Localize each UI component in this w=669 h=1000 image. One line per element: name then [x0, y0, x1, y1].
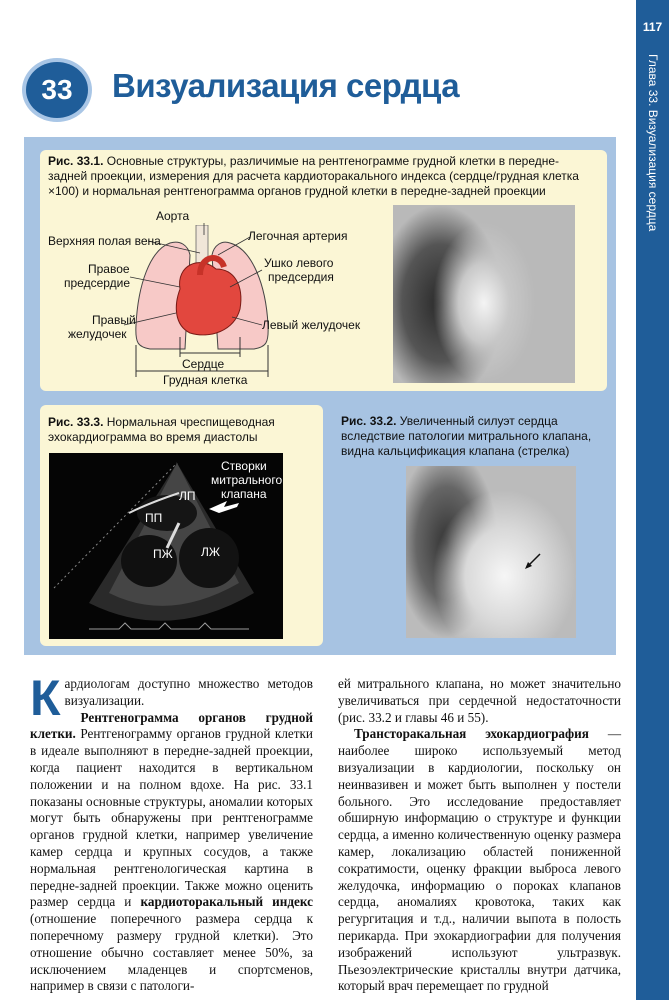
echo-paragraph — [338, 726, 621, 995]
figure-33-2-caption — [341, 414, 611, 459]
calcification-arrow-icon — [522, 552, 542, 572]
echo-label-lv: ЛЖ — [201, 545, 220, 559]
echo-label-mitral-2: митрального — [211, 473, 283, 487]
echo-label-mitral-3: клапана — [221, 487, 267, 501]
echo-label-la: ЛП — [179, 489, 196, 503]
label-right-atrium-1: Правое — [88, 262, 130, 276]
echo-heading: Трансторакальная эхокардиография — [354, 726, 589, 742]
label-heart: Сердце — [182, 357, 225, 371]
body-column-left — [30, 670, 314, 995]
label-left-ventricle: Левый желудочек — [262, 318, 361, 332]
xray-text-b: (отношение поперечного размера сердца к поперечному размеру грудной клетки). Это отношение обычно составляет менее 50%, за исключением младенцев и спортсменов, например в связи с патологи- — [30, 911, 313, 994]
chapter-title: Визуализация сердца — [112, 67, 460, 104]
normal-chest-xray-image — [393, 205, 575, 383]
echocardiogram-image — [49, 453, 283, 639]
label-svc: Верхняя полая вена — [48, 234, 161, 248]
figure-33-3-caption — [48, 415, 318, 445]
echo-label-ra: ПП — [145, 511, 163, 525]
label-left-atrial-appendage-1: Ушко левого — [264, 256, 334, 270]
xray-paragraph — [30, 710, 313, 996]
enlarged-heart-xray-image — [406, 466, 576, 638]
label-chest: Грудная клетка — [163, 373, 248, 387]
dropcap-letter: К — [30, 670, 61, 726]
xray-text-a: Рентгенограмму органов грудной клетки в идеале выполняют в передне-задней проекции, когда пациент находится в вертикальном положении и на полном вдохе. На рис. 33.1 показаны основные структуры, аномалии которых могут быть обнаружены при рентгенограмме органов грудной клетки, например увеличение камер сердца и крупных сосудов, а также нормальная рентгенологическая картина в передне-задней проекции. Также можно оценить размер сердца и — [30, 726, 313, 910]
label-right-atrium-2: предсердие — [64, 276, 131, 290]
intro-text: ардиологам доступно множество методов визуализации. — [64, 676, 313, 708]
label-pulmonary-artery: Легочная артерия — [248, 229, 348, 243]
figure-33-3-caption-text: Нормальная чреспищеводная эхокардиограмма во время диастолы — [48, 415, 275, 444]
label-right-ventricle-1: Правый — [92, 313, 136, 327]
running-head: Глава 33. Визуализация сердца — [646, 54, 660, 232]
figure-33-1-caption — [48, 154, 588, 199]
continued-paragraph: ей митрального клапана, но может значительно увеличиваться при сердечной недостаточности (рис. 33.2 и главы 46 и 55). — [338, 676, 621, 725]
ctr-term: кардиоторакальный индекс — [140, 894, 314, 910]
chapter-number-badge: 33 — [26, 62, 88, 118]
echo-label-rv: ПЖ — [153, 547, 173, 561]
figure-33-3-caption-label: Рис. 33.3. — [48, 415, 104, 429]
echo-text: — наиболее широко используемый метод визуализации в кардиологии, поскольку он неинвазивен и может быть выполнен у постели больного. Это исследование предоставляет обширную информацию о структуре и функции сердца, а именно количественную оценку размера камер, локализацию областей пониженной сократимости, оценку фракции выброса левого желудочка, информацию о пороках клапанов сердца, аномалиях кровотока, таких как регургитация и т.д., наличии выпота в полость перикарда. При эхокардиографии для получения изображений используют ультразвук. Пьезоэлектрические кристаллы внутри датчика, который врач перемещает по грудной — [338, 726, 621, 994]
echo-label-mitral-1: Створки — [221, 459, 267, 473]
figure-33-2-caption-text: Увеличенный силуэт сердца вследствие патологии митрального клапана, видна кальцификация клапана (стрелка) — [341, 414, 592, 458]
page-number: 117 — [642, 20, 663, 34]
label-left-atrial-appendage-2: предсердия — [268, 270, 334, 284]
body-column-right — [338, 676, 621, 995]
label-right-ventricle-2: желудочек — [68, 327, 127, 341]
label-aorta: Аорта — [156, 209, 190, 223]
figure-33-2-caption-label: Рис. 33.2. — [341, 414, 397, 428]
figure-33-1-caption-text: Основные структуры, различимые на рентгенограмме грудной клетки в передне-задней проекции, измерения для расчета кардиоторакального индекса (сердце/грудная клетка ×100) и нормальная рентгенограмма органов грудной клетки в передне-задней проекции — [48, 154, 579, 198]
xray-heading: Рентгенограмма органов грудной клетки. — [30, 709, 313, 742]
figure-33-1-caption-label: Рис. 33.1. — [48, 154, 104, 168]
